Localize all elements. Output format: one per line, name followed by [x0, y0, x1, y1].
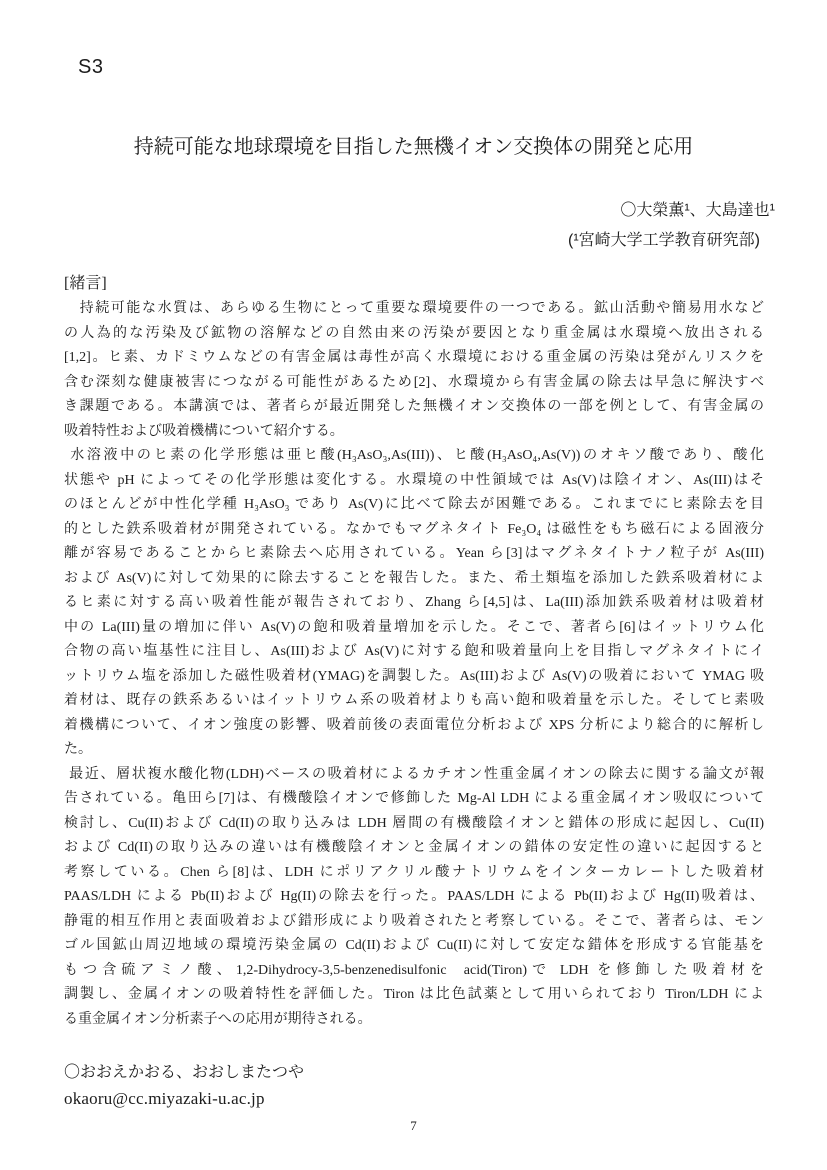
text-line: 検討し、Cu(II)および Cd(II)の取り込みは LDH 層間の有機酸陰イオンと錯体の形成に起因し、Cu(II)	[64, 815, 764, 831]
paper-title: 持続可能な地球環境を目指した無機イオン交換体の開発と応用	[133, 136, 694, 158]
text-line: 離が容易であることからヒ素除去へ応用されている。Yean ら[3]はマグネタイトナノ粒子が As(III)	[64, 546, 764, 561]
text-line: 状態や pH によってその化学形態は変化する。水環境の中性領域では As(V)は陰イオン、As(III)はそ	[64, 472, 764, 488]
text-line: 着材は、既存の鉄系あるいはイットリウム系の吸着材よりも高い飽和吸着量を示した。そしてヒ素吸	[64, 693, 764, 708]
text-line: および As(V)に対して効果的に除去することを報告した。また、希土類塩を添加した鉄系吸着材によ	[64, 570, 764, 586]
page-number: 7	[410, 1118, 417, 1133]
text-line: た。	[64, 742, 92, 757]
text-line: のほとんどが中性化学種 H₃AsO₃ であり As(V)に比べて除去が困難である。これまでにヒ素除去を目	[64, 497, 764, 512]
text-line: 考察している。Chen ら[8]は、LDH にポリアクリル酸ナトリウムをインターカレートした吸着材	[64, 864, 764, 880]
text-line: [1,2]。ヒ素、カドミウムなどの有害金属は毒性が高く水環境における重金属の汚染は発がんリスクを	[64, 350, 764, 365]
abstract-body	[64, 297, 764, 1032]
text-line: 吸着特性および吸着機構について紹介する。	[64, 423, 344, 439]
text-line: 調製し、金属イオンの吸着特性を評価した。Tiron は比色試薬として用いられており Tiron/LDH によ	[64, 987, 764, 1002]
text-line: ットリウム塩を添加した磁性吸着材(YMAG)を調製した。As(III)および As(V)の吸着において YMAG 吸	[64, 668, 764, 684]
text-line: 中の La(III)量の増加に伴い As(V)の飽和吸着量増加を示した。そこで、著者ら[6]はイットリウム化	[64, 619, 764, 635]
contact-email: okaoru@cc.miyazaki-u.ac.jp	[64, 1089, 265, 1108]
affiliation-line: (¹宮崎大学工学教育研究部)	[568, 232, 760, 249]
section-heading: [緒言]	[64, 275, 107, 292]
footer-contact	[64, 1060, 304, 1112]
text-line: 最近、層状複水酸化物(LDH)ベースの吸着材によるカチオン性重金属イオンの除去に関する論文が報	[64, 766, 764, 782]
text-line: もつ含硫アミノ酸、1,2-Dihydrocy-3,5-benzenedisulfonic acid(Tiron)で LDH を修飾した吸着材を	[64, 962, 764, 978]
text-line: 含む深刻な健康被害につながる可能性があるため[2]、水環境から有害金属の除去は早急に解決すべ	[64, 374, 764, 390]
text-line: 的とした鉄系吸着材が開発されている。なかでもマグネタイト Fe₃O₄ は磁性をもち磁石による固液分	[64, 521, 764, 537]
text-line: き課題である。本講演では、著者らが最近開発した無機イオン交換体の一部を例として、有害金属の	[64, 399, 764, 414]
text-line: 持続可能な水質は、あらゆる生物にとって重要な環境要件の一つである。鉱山活動や簡易用水など	[64, 301, 764, 316]
contact-names: 〇おおえかおる、おおしまたつや	[64, 1064, 305, 1081]
text-line: の人為的な汚染及び鉱物の溶解などの自然由来の汚染が要因となり重金属は水環境へ放出される	[64, 325, 764, 341]
text-line: 着機構について、イオン強度の影響、吸着前後の表面電位分析および XPS 分析により総合的に解析し	[64, 717, 764, 733]
text-line: 合物の高い塩基性に注目し、As(III)および As(V)に対する飽和吸着量向上を目指しマグネタイトにイ	[64, 644, 764, 659]
text-line: るヒ素に対する高い吸着性能が報告されており、Zhang ら[4,5]は、La(III)添加鉄系吸着材は吸着材	[64, 595, 764, 610]
text-line: 水溶液中のヒ素の化学形態は亜ヒ酸(H₃AsO₃,As(III))、ヒ酸(H₃AsO₄,As(V))のオキソ酸であり、酸化	[64, 448, 765, 463]
text-line: ゴル国鉱山周辺地域の環境汚染金属の Cd(II)および Cu(II)に対して安定な錯体を形成する官能基を	[64, 938, 764, 953]
text-line: 告されている。亀田ら[7]は、有機酸陰イオンで修飾した Mg-Al LDH による重金属イオン吸収について	[64, 791, 764, 806]
authors-block	[568, 196, 775, 256]
text-line: PAAS/LDH による Pb(II)および Hg(II)の除去を行った。PAAS/LDH による Pb(II)および Hg(II)吸着は、	[64, 889, 764, 904]
text-line: 静電的相互作用と表面吸着および錯形成により吸着されたと考察している。そこで、著者らは、モン	[64, 913, 764, 929]
text-line: る重金属イオン分析素子への応用が期待される。	[64, 1011, 372, 1027]
session-code: S3	[78, 56, 104, 78]
authors-line: 〇大榮薫¹、大島達也¹	[620, 202, 775, 219]
text-line: および Cd(II)の取り込みの違いは有機酸陰イオンと金属イオンの錯体の安定性の違いに起因すると	[64, 840, 764, 855]
